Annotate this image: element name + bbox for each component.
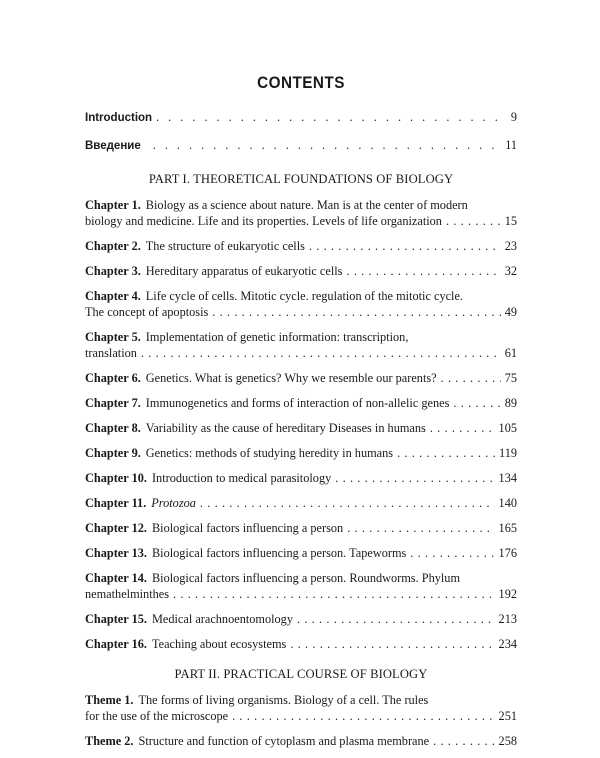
dot-leader [335,470,494,486]
toc-entry[interactable] [85,636,517,652]
toc-entry[interactable] [85,733,517,749]
toc-entry-title-cont: The concept of apoptosis [85,305,209,319]
toc-entry-title: Biological factors influencing a person. Roundworms. Phylum [151,571,461,585]
toc-entry-title: Introduction to medical parasitology [151,471,332,485]
toc-entry-title: Biological factors influencing a person [151,521,344,535]
toc-entry[interactable] [85,570,517,602]
dot-leader [156,109,507,125]
toc-page-number: 251 [498,709,517,723]
toc-entry-title: Protozoa [151,496,196,510]
toc-entry-label: Chapter 1. [85,198,141,212]
toc-entry-title: Immunogenetics and forms of interaction of non-allelic genes [145,396,450,410]
toc-entry-title: The structure of eukaryotic cells [145,239,305,253]
toc-entry-label: Chapter 9. [85,446,141,460]
toc-entry-label: Chapter 16. [85,637,147,651]
toc-entry[interactable] [85,395,517,411]
dot-leader [153,137,502,153]
toc-entry-label: Chapter 13. [85,546,147,560]
dot-leader [141,345,501,361]
toc-entry-label: Chapter 3. [85,264,141,278]
toc-page-number: 49 [504,305,517,319]
toc-entry-title: Structure and function of cytoplasm and plasma membrane [138,734,430,748]
toc-entry-title: Biology as a science about nature. Man is at the center of modern [145,198,468,212]
dot-leader [346,263,500,279]
toc-entry-title: Teaching about ecosystems [151,637,287,651]
toc-entry-title: Genetics. What is genetics? Why we resemble our parents? [145,371,437,385]
toc-page-number: 75 [504,371,517,385]
toc-entry-label: Введение [85,140,141,152]
toc-entry[interactable] [85,470,517,486]
toc-entry[interactable] [85,288,517,320]
dot-leader [290,636,494,652]
toc-entry-title-cont: nemathelminthes [85,587,170,601]
toc-page-number: 9 [510,110,517,124]
toc-entry[interactable] [85,520,517,536]
toc-page-number: 119 [499,446,517,460]
toc-entry[interactable] [85,495,517,511]
toc-page-number: 213 [498,612,517,626]
toc-entry-title: Medical arachnoentomology [151,612,293,626]
toc-entry-label: Theme 2. [85,734,134,748]
page-title: CONTENTS [257,73,345,92]
part-2-heading: PART II. PRACTICAL COURSE OF BIOLOGY [174,667,428,681]
toc-entry-title: Life cycle of cells. Mitotic cycle. regulation of the mitotic cycle. [145,289,464,303]
toc-entry-title: Biological factors influencing a person. Tapeworms [151,546,407,560]
toc-entry-label: Chapter 4. [85,289,141,303]
toc-page-number: 192 [498,587,517,601]
toc-entry[interactable] [85,370,517,386]
dot-leader [232,708,494,724]
dot-leader [433,733,494,749]
part-1-list [85,197,517,652]
toc-entry-title: Hereditary apparatus of eukaryotic cells [145,264,343,278]
toc-entry-title-cont: for the use of the microscope [85,709,229,723]
toc-page-number: 105 [498,421,517,435]
toc-entry-label: Chapter 5. [85,330,141,344]
toc-page-number: 134 [498,471,517,485]
toc-entry-label: Introduction [85,112,153,124]
toc-entry-vvedenie[interactable] [85,137,517,154]
dot-leader [397,445,495,461]
toc-entry-title: The forms of living organisms. Biology of a cell. The rules [138,693,429,707]
toc-entry-label: Theme 1. [85,693,134,707]
toc-entry[interactable] [85,238,517,254]
toc-page-number: 89 [504,396,517,410]
toc-entry[interactable] [85,420,517,436]
toc-entry[interactable] [85,263,517,279]
toc-page-number: 32 [504,264,517,278]
toc-entry[interactable] [85,197,517,229]
toc-entry-title: Genetics: methods of studying heredity in humans [145,446,394,460]
dot-leader [430,420,495,436]
dot-leader [212,304,500,320]
toc-entry-label: Chapter 10. [85,471,147,485]
toc-entry[interactable] [85,445,517,461]
dot-leader [453,395,500,411]
toc-entry-title-cont: translation [85,346,137,360]
part-1-heading: PART I. THEORETICAL FOUNDATIONS OF BIOLOGY [148,172,454,186]
toc-page-number: 23 [504,239,517,253]
toc-entry-introduction[interactable] [85,109,517,126]
toc-entry-label: Chapter 15. [85,612,147,626]
toc-entry-title: Variability as the cause of hereditary Diseases in humans [145,421,426,435]
toc-page-number: 176 [498,546,517,560]
dot-leader [173,586,495,602]
toc-entry[interactable] [85,611,517,627]
contents-page [85,72,517,758]
toc-page-number: 61 [504,346,517,360]
toc-entry-label: Chapter 7. [85,396,141,410]
dot-leader [309,238,501,254]
toc-page-number: 234 [498,637,517,651]
part-2-list [85,692,517,749]
toc-page-number: 165 [498,521,517,535]
dot-leader [200,495,495,511]
toc-entry-label: Chapter 6. [85,371,141,385]
toc-entry-title: Implementation of genetic information: transcription, [145,330,409,344]
dot-leader [347,520,494,536]
toc-page-number: 140 [498,496,517,510]
toc-entry[interactable] [85,329,517,361]
dot-leader [410,545,494,561]
toc-entry-title-cont: biology and medicine. Life and its properties. Levels of life organization [85,214,442,228]
toc-entry-label: Chapter 12. [85,521,147,535]
toc-entry-label: Chapter 8. [85,421,141,435]
dot-leader [446,213,501,229]
toc-entry[interactable] [85,692,517,724]
toc-page-number: 258 [498,734,517,748]
toc-entry[interactable] [85,545,517,561]
dot-leader [297,611,495,627]
toc-page-number: 11 [505,138,517,152]
toc-entry-label: Chapter 14. [85,571,147,585]
toc-entry-label: Chapter 2. [85,239,141,253]
toc-page-number: 15 [504,214,517,228]
toc-entry-label: Chapter 11. [85,496,147,510]
dot-leader [441,370,501,386]
